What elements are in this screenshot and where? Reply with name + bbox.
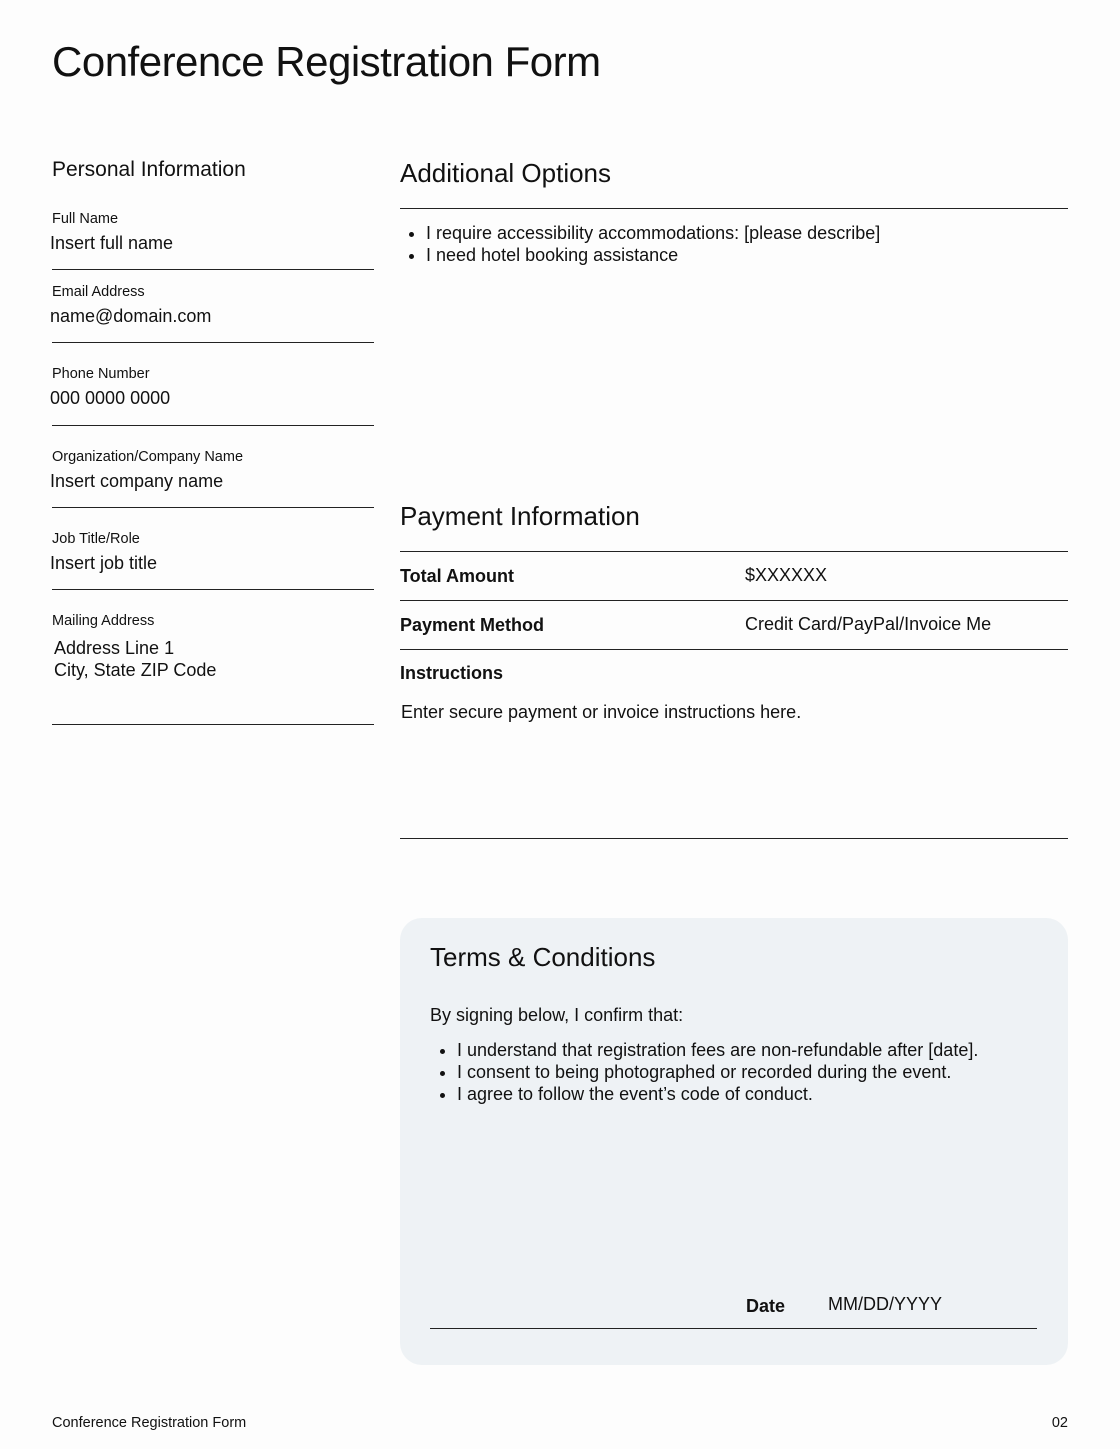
option-accessibility[interactable]: • I require accessibility accommodations: [please describe] xyxy=(426,222,880,244)
personal-information-heading: Personal Information xyxy=(52,158,246,181)
payment-information-heading: Payment Information xyxy=(400,501,640,531)
additional-options-divider xyxy=(400,208,1068,209)
full-name-field[interactable] xyxy=(52,211,374,270)
page-number: 02 xyxy=(1051,1415,1068,1431)
phone-label: Phone Number xyxy=(52,366,150,382)
full-name-input[interactable]: Insert full name xyxy=(50,233,174,253)
terms-card xyxy=(400,918,1068,1365)
full-name-label: Full Name xyxy=(52,211,119,227)
signature-line[interactable] xyxy=(430,1328,1037,1329)
email-input[interactable]: name@domain.com xyxy=(50,306,212,326)
job-title-input[interactable]: Insert job title xyxy=(50,553,158,573)
email-label: Email Address xyxy=(52,284,145,300)
phone-input[interactable]: 000 0000 0000 xyxy=(50,388,171,408)
total-amount-value[interactable]: $XXXXXX xyxy=(745,565,828,585)
phone-field[interactable] xyxy=(52,366,374,426)
mailing-address-field[interactable] xyxy=(52,613,374,725)
company-label: Organization/Company Name xyxy=(52,449,244,465)
job-title-field[interactable] xyxy=(52,531,374,590)
mailing-address-label: Mailing Address xyxy=(52,613,155,629)
job-title-label: Job Title/Role xyxy=(52,531,140,547)
mailing-address-input[interactable] xyxy=(54,637,374,681)
option-hotel-booking[interactable]: • I need hotel booking assistance xyxy=(426,244,880,266)
payment-method-row xyxy=(400,601,1068,650)
additional-options-heading: Additional Options xyxy=(400,158,612,188)
personal-information-section xyxy=(50,158,374,680)
company-field[interactable] xyxy=(52,449,374,508)
terms-list xyxy=(430,1039,978,1105)
instructions-divider xyxy=(400,838,1068,839)
page-title: Conference Registration Form xyxy=(52,38,601,85)
payment-method-label: Payment Method xyxy=(400,615,545,635)
terms-item-photo-consent: • I consent to being photographed or recorded during the event. xyxy=(457,1061,978,1083)
address-line-1: Address Line 1 xyxy=(54,638,175,658)
company-input[interactable]: Insert company name xyxy=(50,471,224,491)
date-label: Date xyxy=(746,1296,786,1316)
total-amount-label: Total Amount xyxy=(400,566,514,586)
date-input[interactable]: MM/DD/YYYY xyxy=(828,1294,943,1314)
email-field[interactable] xyxy=(52,284,374,343)
additional-options-list xyxy=(400,222,880,266)
footer-document-title: Conference Registration Form xyxy=(52,1415,247,1431)
terms-intro: By signing below, I confirm that: xyxy=(430,1005,684,1025)
address-line-2: City, State ZIP Code xyxy=(54,660,217,680)
instructions-label: Instructions xyxy=(400,663,504,683)
instructions-input[interactable]: Enter secure payment or invoice instructions here. xyxy=(401,702,802,722)
terms-heading: Terms & Conditions xyxy=(430,942,656,972)
total-amount-row xyxy=(400,552,1068,601)
terms-item-refund: • I understand that registration fees are non-refundable after [date]. xyxy=(457,1039,978,1061)
payment-method-value[interactable]: Credit Card/PayPal/Invoice Me xyxy=(745,614,992,634)
terms-item-code-of-conduct: • I agree to follow the event’s code of conduct. xyxy=(457,1083,978,1105)
